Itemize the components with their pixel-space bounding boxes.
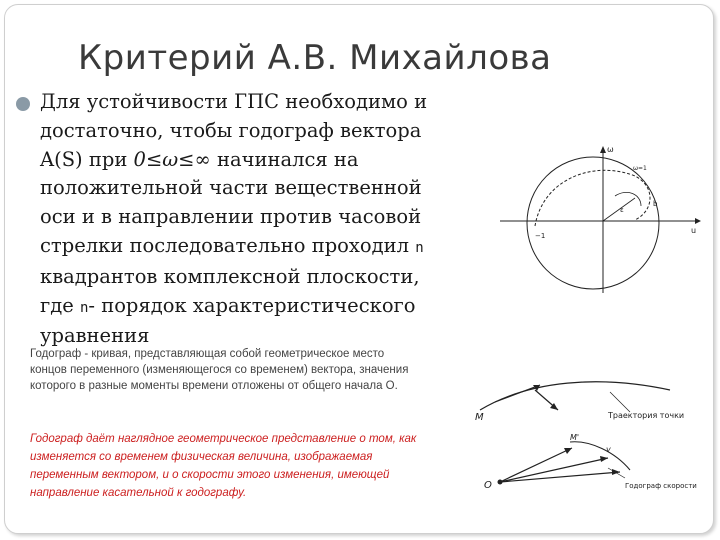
bullet-line: где n- порядок характеристического xyxy=(40,293,416,317)
arrow-icon xyxy=(600,456,608,462)
label-b: b xyxy=(653,200,658,208)
bullet-line: Для устойчивости ГПС необходимо и xyxy=(40,90,428,113)
point-m-label: M xyxy=(475,412,484,423)
bullet-dot-icon xyxy=(16,97,30,111)
origin-label: O xyxy=(484,480,492,491)
slide-title: Критерий А.В. Михайлова xyxy=(78,38,552,78)
mikhailov-hodograph-diagram xyxy=(495,138,705,298)
order-n: n xyxy=(79,299,89,316)
bullet-line: достаточно, чтобы годограф вектора xyxy=(40,118,422,142)
imag-axis-arrow-icon xyxy=(600,146,606,153)
hodograph-velocity-note: Годограф даёт наглядное геометрическое представление о том, как изменяется со временем физическая величина, изображаемая переменным вектором, и о скорости этого изменения, имеющей направление касательной к годографу. xyxy=(30,433,417,499)
omega-one-label: ω=1 xyxy=(633,165,647,172)
bullet-line: A(S) при 0≤ω≤∞ начинался на xyxy=(40,147,359,171)
trajectory-label: Траектория точки xyxy=(608,411,685,420)
radius-vector xyxy=(603,198,635,221)
velocity-hodograph-curve xyxy=(570,442,630,470)
trajectory-velocity-diagram xyxy=(440,370,710,510)
velocity-line-2 xyxy=(500,458,608,482)
real-axis-arrow-icon xyxy=(695,218,701,224)
point-m1-label: M' xyxy=(570,433,580,442)
bullet-line: квадрантов комплексной плоскости, xyxy=(40,264,420,288)
imag-axis-label: ω xyxy=(607,145,614,154)
velocity-hodograph-label: Годограф скорости xyxy=(625,482,697,490)
real-axis-label: u xyxy=(691,226,697,235)
hodograph-curve xyxy=(535,170,650,226)
bullet-line: положительной части вещественной xyxy=(40,176,422,200)
bullet-line: стрелки последовательно проходил n xyxy=(40,233,424,257)
unit-circle xyxy=(527,157,659,289)
trajectory-label-pointer xyxy=(610,392,630,412)
bullet-line: уравнения xyxy=(40,324,150,348)
hodograph-definition: Годограф - кривая, представляющая собой геометрическое место концов переменного (изменяющегося со временем) вектора, значения которого в разные моменты времени отложены от общего начала O. xyxy=(30,348,409,393)
label-d: −1 xyxy=(535,232,546,240)
label-c: ε xyxy=(620,206,624,214)
order-n: n xyxy=(415,239,424,256)
main-bullet-text xyxy=(40,88,500,351)
trajectory-curve xyxy=(480,382,670,410)
bullet-line: оси и в направлении против часовой xyxy=(40,205,422,229)
velocity-vector-m xyxy=(495,385,540,402)
omega-range: 0≤ω≤∞ xyxy=(133,147,211,171)
inner-curve xyxy=(615,192,641,206)
velocity-vector-label: v xyxy=(606,445,611,454)
